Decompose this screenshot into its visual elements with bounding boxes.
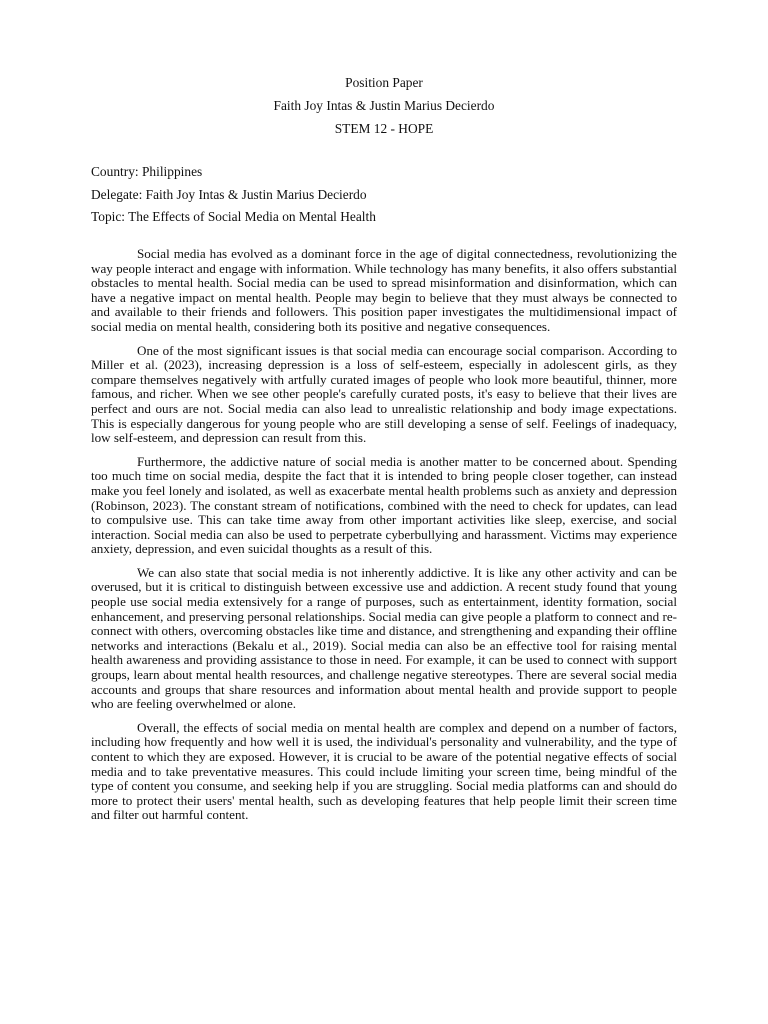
meta-country: Country: Philippines	[91, 164, 203, 179]
body-paragraph: We can also state that social media is not inherently addictive. It is like any other activity and can be overused, but it is critical to distinguish between excessive use and addiction. A recent study found that young people use social media extensively for a range of purposes, such as entertainment, identity formation, social enhancement, and preserving personal relationships. Social media can give people a platform to connect and re-connect with others, overcoming obstacles like time and distance, and strengthening and expanding their offline networks and interactions (Bekalu et al., 2019). Social media can also be an effective tool for raising mental health awareness and providing assistance to those in need. For example, it can be used to connect with support groups, learn about mental health resources, and challenge negative stereotypes. There are several social media accounts and groups that share resources and information about mental health and provide support to people who are feeling overwhelmed or alone.	[91, 564, 677, 712]
document-meta	[91, 161, 376, 229]
body-paragraph: Furthermore, the addictive nature of social media is another matter to be concerned about. Spending too much time on social media, despite the fact that it is intended to bring people closer together, can instead make you feel lonely and isolated, as well as exacerbate mental health problems such as anxiety and depression (Robinson, 2023). The constant stream of notifications, combined with the need to check for updates, can lead to compulsive use. This can take time away from other important activities like sleep, exercise, and social interaction. Social media can also be used to perpetrate cyberbullying and harassment. Victims may experience anxiety, depression, and even suicidal thoughts as a result of this.	[91, 453, 677, 557]
body-paragraph: One of the most significant issues is that social media can encourage social comparison. According to Miller et al. (2023), increasing depression is a loss of self-esteem, especially in adolescent girls, as they compare themselves negatively with artfully curated images of people who look more beautiful, thinner, more famous, and richer. When we see other people's carefully curated posts, it's easy to believe that their lives are perfect and ours are not. Social media can also lead to unrealistic relationship and body image expectations. This is especially dangerous for young people who are still developing a sense of self. Feelings of inadequacy, low self-esteem, and depression can result from this.	[91, 342, 677, 446]
meta-delegate: Delegate: Faith Joy Intas & Justin Marius Decierdo	[91, 186, 367, 202]
document-header	[0, 71, 768, 140]
body-paragraph: Social media has evolved as a dominant force in the age of digital connectedness, revolutionizing the way people interact and engage with information. While technology has many benefits, it also offers substantial obstacles to mental health. Social media can be used to spread misinformation and disinformation, which can have a negative impact on mental health. People may begin to believe that they must always be connected to and available to their friends and followers. This position paper investigates the multidimensional impact of social media on mental health, considering both its positive and negative consequences.	[91, 246, 677, 334]
meta-topic: Topic: The Effects of Social Media on Mental Health	[91, 209, 376, 224]
document-section: STEM 12 - HOPE	[334, 121, 434, 136]
document-title: Position Paper	[345, 75, 423, 90]
document-authors: Faith Joy Intas & Justin Marius Decierdo	[273, 98, 495, 113]
body-paragraph: Overall, the effects of social media on mental health are complex and depend on a number of factors, including how frequently and how well it is used, the individual's personality and vulnerability, and the type of content to which they are exposed. However, it is crucial to be aware of the potential negative effects of social media and to take preventative measures. This could include limiting your screen time, being mindful of the type of content you consume, and seeking help if you are struggling. Social media platforms can and should do more to protect their users' mental health, such as developing features that help people limit their screen time and filter out harmful content.	[91, 719, 677, 823]
document-body	[91, 247, 677, 832]
